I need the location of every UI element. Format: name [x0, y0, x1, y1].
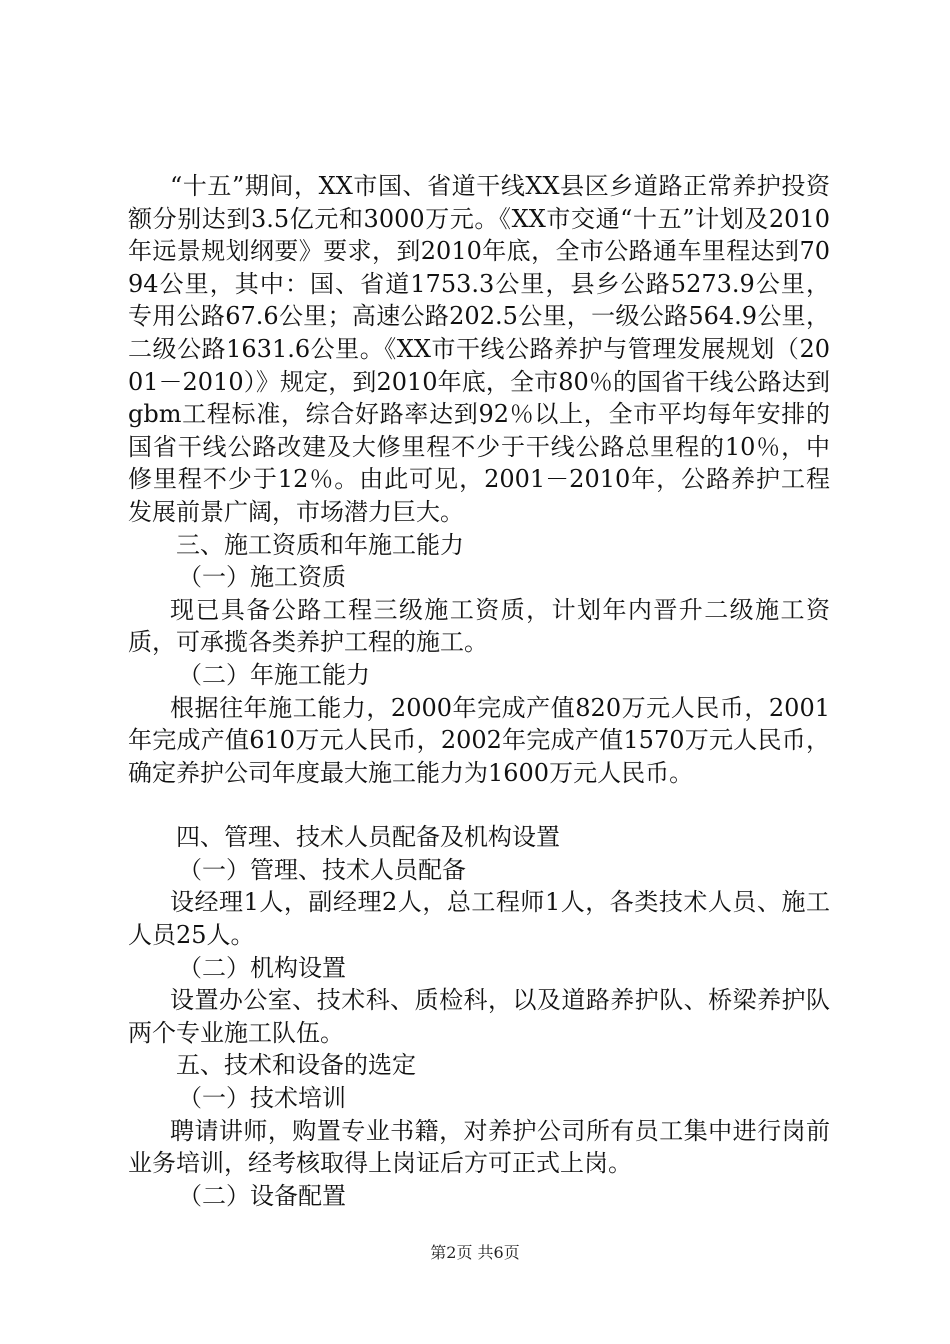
subheading-annual-capacity: （二）年施工能力: [178, 660, 370, 689]
subheading-construction-qualification: （一）施工资质: [178, 563, 346, 592]
paragraph-qualification: 现已具备公路工程三级施工资质，计划年内晋升二级施工资质，可承揽各类养护工程的施工。: [128, 595, 830, 657]
document-body: [128, 170, 830, 1212]
section-heading-staffing: 四、管理、技术人员配备及机构设置: [176, 823, 560, 852]
paragraph-investment-overview: “十五”期间，XX市国、省道干线XX县区乡道路正常养护投资额分别达到3.5亿元和3000万元。《XX市交通“十五”计划及2010年远景规划纲要》要求，到2010年底，全市公路通车里程达到7094公里，其中：国、省道1753.3公里，县乡公路5273.9公里，专用公路67.6公里；高速公路202.5公里，一级公路564.9公里，二级公路1631.6公里。《XX市干线公路养护与管理发展规划（2001－2010）》规定，到2010年底，全市80％的国省干线公路达到gbm工程标准，综合好路率达到92％以上，全市平均每年安排的国省干线公路改建及大修里程不少于干线公路总里程的10％，中修里程不少于12％。由此可见，2001－2010年，公路养护工程发展前景广阔，市场潜力巨大。: [128, 172, 830, 526]
paragraph-spacer: [128, 789, 830, 821]
subheading-training: （一）技术培训: [178, 1084, 346, 1113]
paragraph-annual-capacity: 根据往年施工能力，2000年完成产值820万元人民币，2001年完成产值610万元人民币，2002年完成产值1570万元人民币，确定养护公司年度最大施工能力为1600万元人民币。: [128, 693, 830, 787]
subheading-equipment: （二）设备配置: [178, 1181, 346, 1210]
paragraph-training: 聘请讲师，购置专业书籍，对养护公司所有员工集中进行岗前业务培训，经考核取得上岗证后方可正式上岗。: [128, 1116, 830, 1178]
subheading-staffing: （一）管理、技术人员配备: [178, 855, 466, 884]
paragraph-staffing: 设经理1人，副经理2人，总工程师1人，各类技术人员、施工人员25人。: [128, 888, 830, 950]
paragraph-organization: 设置办公室、技术科、质检科，以及道路养护队、桥梁养护队两个专业施工队伍。: [128, 986, 830, 1047]
subheading-organization: （二）机构设置: [178, 953, 346, 982]
page-number-footer: 第2页 共6页: [430, 1243, 520, 1262]
section-heading-technology: 五、技术和设备的选定: [176, 1051, 416, 1080]
section-heading-qualification: 三、施工资质和年施工能力: [176, 530, 464, 559]
